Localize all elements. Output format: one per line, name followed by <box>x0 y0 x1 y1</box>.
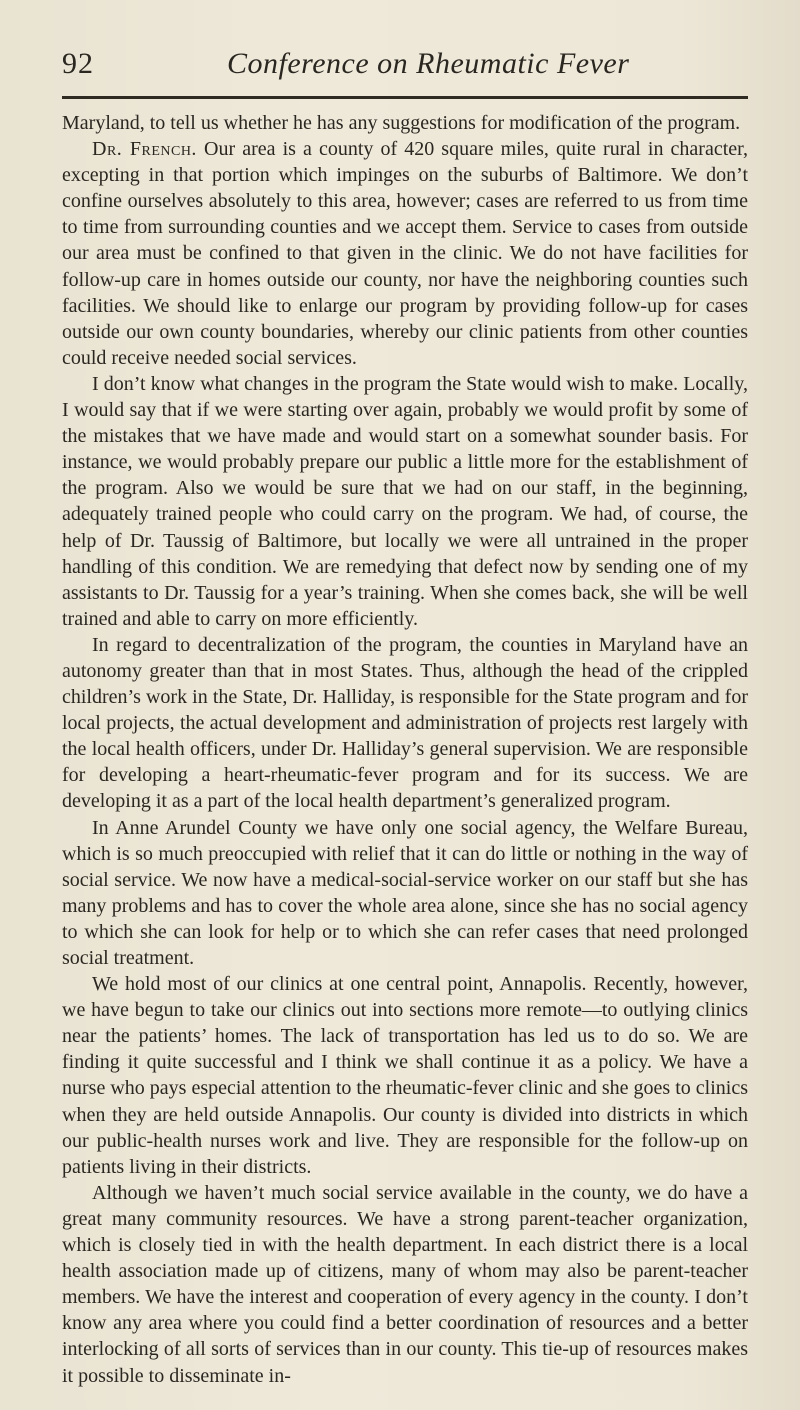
paragraph-text: Although we haven’t much social service available in the county, we do have a great many community resources. We have a strong parent-teacher organization, which is closely tied in with the health department. In each district there is a local health association made up of citizens, many of whom may also be parent-teacher members. We have the interest and cooperation of every agency in the county. I don’t know any area where you could find a better coordination of resources and a better interlocking of all sorts of services than in our county. This tie-up of resources makes it possible to disseminate in- <box>62 1181 748 1387</box>
paragraph <box>62 815 748 972</box>
running-header <box>62 44 748 84</box>
header-rule <box>62 96 748 99</box>
paragraph-text: Our area is a county of 420 square miles, quite rural in character, excepting in that portion which impinges on the suburbs of Baltimore. We don’t confine ourselves absolutely to this area, however; cases are referred to us from time to time from surrounding counties and we accept them. Service to cases from outside our area must be confined to that given in the clinic. We do not have facilities for follow-up care in homes outside our county, nor have the neighboring counties such facilities. We should like to enlarge our program by providing follow-up for cases outside our own county boundaries, whereby our clinic patients from other counties could receive needed social services. <box>62 138 748 369</box>
paragraph <box>62 971 748 1180</box>
paragraph-dr-french <box>62 136 748 371</box>
running-title: Conference on Rheumatic Fever <box>227 47 630 80</box>
body-text <box>62 110 748 1389</box>
paragraph-text: Maryland, to tell us whether he has any suggestions for modification of the program. <box>62 112 741 134</box>
page-number: 92 <box>62 47 94 80</box>
paragraph <box>62 371 748 632</box>
paragraph-text: I don’t know what changes in the program the State would wish to make. Locally, I would say that if we were starting over again, probably we would profit by some of the mistakes that we have made and would start on a somewhat sounder basis. For instance, we would probably prepare our public a little more for the establishment of the program. Also we would be sure that we had on our staff, in the beginning, adequately trained people who could carry on the program. We had, of course, the help of Dr. Taussig of Baltimore, but locally we were all untrained in the proper handling of this condition. We are remedying that defect now by sending one of my assistants to Dr. Taussig for a year’s training. When she comes back, she will be well trained and able to carry on more efficiently. <box>62 372 748 630</box>
paragraph-text: In regard to decentralization of the program, the counties in Maryland have an autonomy greater than that in most States. Thus, although the head of the crippled children’s work in the State, Dr. Halliday, is responsible for the State program and for local projects, the actual development and administration of projects rest largely with the local health officers, under Dr. Halliday’s general supervision. We are responsible for developing a heart-rheumatic-fever program and for its success. We are developing it as a part of the local health department’s generalized program. <box>62 633 748 813</box>
speaker-name: Dr. French. <box>92 138 197 161</box>
paragraph-text: We hold most of our clinics at one central point, Annapolis. Recently, however, we have begun to take our clinics out into sections more remote—to outlying clinics near the patients’ homes. The lack of transportation has led us to do so. We are finding it quite successful and I think we shall continue it as a policy. We have a nurse who pays especial attention to the rheumatic-fever clinic and she goes to clinics when they are held outside Annapolis. Our county is divided into districts in which our public-health nurses work and live. They are responsible for the follow-up on patients living in their districts. <box>62 973 748 1178</box>
paragraph-continued <box>62 110 748 136</box>
paragraph <box>62 632 748 815</box>
paragraph-text: In Anne Arundel County we have only one social agency, the Welfare Bureau, which is so much preoccupied with relief that it can do little or nothing in the way of social service. We now have a medical-social-service worker on our staff but she has many problems and has to cover the whole area alone, since she has no social agency to which she can look for help or to which she can refer cases that need prolonged social treatment. <box>62 816 748 969</box>
paragraph <box>62 1180 748 1389</box>
